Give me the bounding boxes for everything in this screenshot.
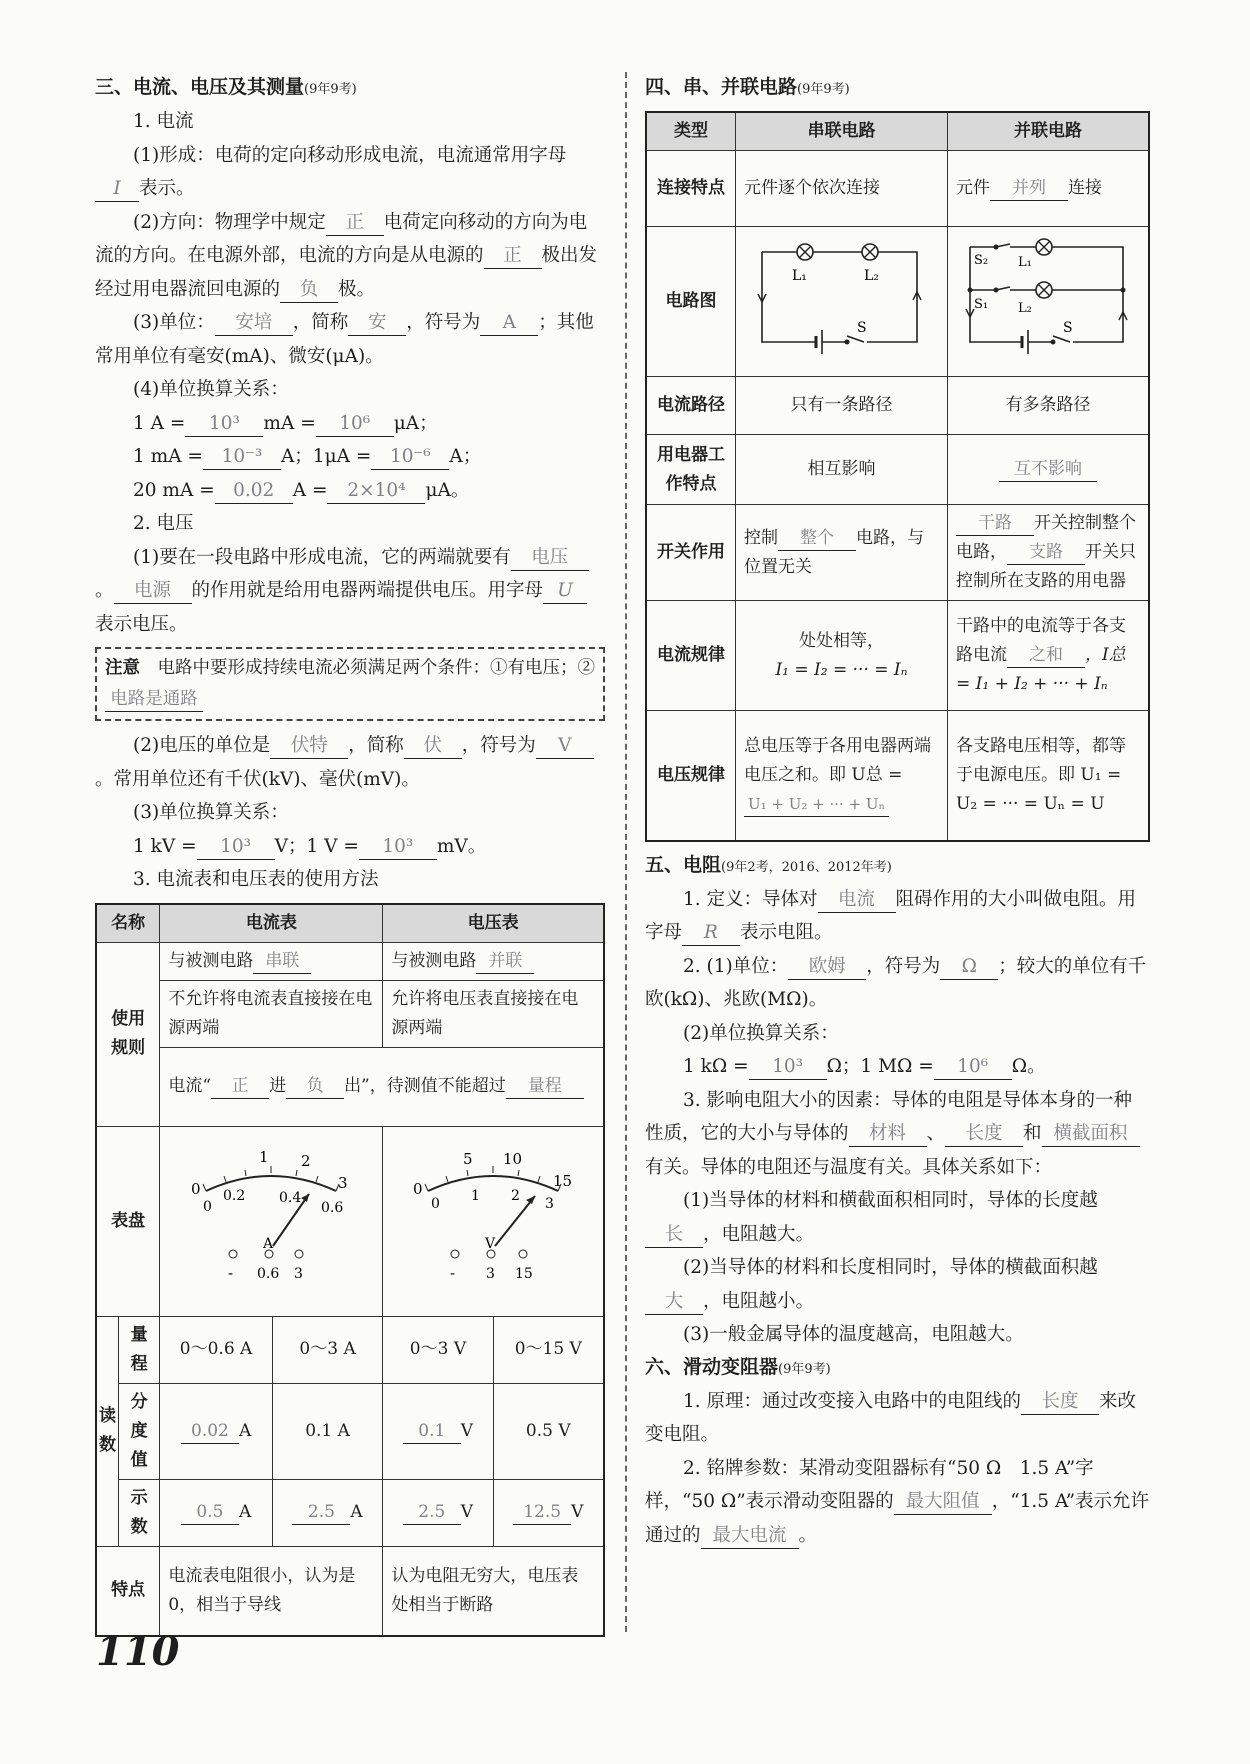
- cell: 允许将电压表直接接在电源两端: [383, 980, 604, 1047]
- svg-text:0: 0: [203, 1199, 213, 1215]
- answer-blank: 干路: [956, 511, 1034, 536]
- svg-text:0.2: 0.2: [223, 1188, 246, 1204]
- answer-blank: 互不影响: [999, 457, 1097, 482]
- svg-text:L₂: L₂: [1018, 300, 1032, 316]
- circuit-table: [645, 111, 1150, 842]
- row-header-current-law: 电流规律: [646, 601, 736, 711]
- svg-text:3: 3: [545, 1196, 555, 1212]
- cell: 有多条路径: [948, 377, 1150, 435]
- col-header-voltmeter: 电压表: [383, 904, 604, 943]
- answer-blank: 安: [348, 311, 406, 336]
- answer-blank: 电压: [511, 546, 589, 571]
- svg-text:2: 2: [511, 1188, 521, 1204]
- answer-blank: 量程: [506, 1074, 584, 1099]
- cell: 电流表电阻很小，认为是0，相当于导线: [160, 1546, 383, 1636]
- svg-text:0.4: 0.4: [279, 1190, 302, 1206]
- ammeter-dial: [160, 1126, 383, 1316]
- svg-text:3: 3: [294, 1266, 304, 1282]
- current-direction: (2)方向：物理学中规定 正 电荷定向移动的方向为电流的方向。在电源外部，电流的方向是从电源的 正 极出发经过用电器流回电源的 负 极。: [95, 206, 605, 307]
- conversion-line: 1 kΩ = 10³ Ω；1 MΩ = 10⁶ Ω。: [645, 1050, 1150, 1084]
- current-heading: 1. 电流: [133, 111, 194, 132]
- answer-blank: 电路是通路: [105, 687, 203, 712]
- svg-text:15: 15: [515, 1266, 533, 1282]
- right-column: [645, 72, 1150, 1552]
- cell: 与被测电路 并联: [383, 942, 604, 980]
- answer-blank: 0.1: [403, 1419, 461, 1444]
- answer-blank: 2.5: [403, 1500, 461, 1525]
- rheostat-nameplate: 2. 铭牌参数：某滑动变阻器标有“50 Ω 1.5 A”字样，“50 Ω”表示滑动变阻器的 最大阻值 ，“1.5 A”表示允许通过的 最大电流 。: [645, 1452, 1150, 1553]
- answer-blank: 安培: [215, 311, 293, 336]
- answer-blank: I: [95, 177, 139, 202]
- row-header-voltage-law: 电压规律: [646, 711, 736, 841]
- answer-blank: 0.02: [181, 1419, 239, 1444]
- answer-blank: 10⁻⁶: [371, 445, 449, 470]
- cell: 0.1 V: [383, 1383, 493, 1479]
- svg-text:0.6: 0.6: [257, 1266, 280, 1282]
- cell: 元件逐个依次连接: [736, 151, 948, 227]
- cell: 总电压等于各用电器两端电压之和。即 U总 =U₁ + U₂ + ··· + Uₙ: [736, 711, 948, 841]
- resistance-temperature: (3)一般金属导体的温度越高，电阻越大。: [683, 1324, 1024, 1345]
- svg-text:-: -: [450, 1264, 456, 1282]
- voltmeter-dial-drawing: [403, 1146, 583, 1286]
- answer-blank: 负: [280, 278, 338, 303]
- svg-text:L₁: L₁: [791, 267, 807, 284]
- answer-blank: 最大电流: [701, 1524, 799, 1549]
- svg-text:V: V: [485, 1236, 496, 1252]
- answer-blank: 正: [211, 1074, 269, 1099]
- resistance-unit: 2. (1)单位： 欧姆 ，符号为 Ω ；较大的单位有千欧(kΩ)、兆欧(MΩ)。: [645, 955, 1147, 1010]
- row-header-division: 分度值: [119, 1383, 160, 1479]
- row-header-switch: 开关作用: [646, 505, 736, 601]
- cell: 0～3 A: [272, 1316, 383, 1383]
- answer-blank: 10⁶: [316, 412, 394, 437]
- row-header-work: 用电器工作特点: [646, 435, 736, 505]
- series-circuit-drawing: [752, 232, 932, 362]
- answer-blank: 正: [326, 211, 384, 236]
- svg-text:5: 5: [463, 1150, 473, 1168]
- answer-blank: 整个: [778, 526, 856, 551]
- row-header-features: 特点: [96, 1546, 160, 1636]
- row-header-reading-value: 示数: [119, 1479, 160, 1546]
- parallel-circuit: [948, 227, 1150, 377]
- answer-blank: 12.5: [513, 1500, 571, 1525]
- row-header-rules: 使用规则: [96, 942, 160, 1126]
- cell: 12.5 V: [493, 1479, 604, 1546]
- answer-blank: 长度: [945, 1122, 1023, 1147]
- svg-text:A: A: [263, 1236, 274, 1252]
- conversion-line: 1 A = 10³ mA = 10⁶ μA；: [95, 407, 605, 441]
- resistance-area: (2)当导体的材料和长度相同时，导体的横截面积越大 ，电阻越小。: [645, 1251, 1150, 1318]
- answer-blank: U: [543, 579, 587, 604]
- svg-text:L₂: L₂: [863, 267, 879, 284]
- meter-usage-heading: 3. 电流表和电压表的使用方法: [133, 869, 379, 890]
- voltage-definition: (1)要在一段电路中形成电流，它的两端就要有 电压。 电源 的作用就是给用电器两端提供电压。用字母 U表示电压。: [95, 541, 605, 642]
- answer-blank: 并列: [990, 176, 1068, 201]
- left-column: [95, 72, 605, 1637]
- current-formation: (1)形成：电荷的定向移动形成电流，电流通常用字母I 表示。: [95, 139, 605, 206]
- cell: 0.1 A: [272, 1383, 383, 1479]
- current-conversion-heading: (4)单位换算关系：: [133, 379, 289, 400]
- cell: 0～3 V: [383, 1316, 493, 1383]
- cell: 处处相等， I₁ = I₂ = ··· = Iₙ: [736, 601, 948, 711]
- answer-blank: 串联: [253, 949, 311, 974]
- cell: 相互影响: [736, 435, 948, 505]
- conversion-line: 20 mA = 0.02 A = 2×10⁴ μA。: [95, 474, 605, 508]
- col-header-name: 名称: [96, 904, 160, 943]
- answer-blank: 电流: [818, 888, 896, 913]
- svg-text:15: 15: [553, 1172, 573, 1190]
- svg-text:S: S: [1063, 319, 1073, 336]
- row-header-diagram: 电路图: [646, 227, 736, 377]
- svg-text:3: 3: [486, 1266, 496, 1282]
- cell: 干路中的电流等于各支路电流 之和 ，I总 = I₁ + I₂ + ··· + Iₙ: [948, 601, 1150, 711]
- answer-blank: 10³: [359, 835, 437, 860]
- parallel-circuit-drawing: [958, 232, 1138, 362]
- answer-blank: 0.5: [181, 1500, 239, 1525]
- col-header-ammeter: 电流表: [160, 904, 383, 943]
- voltmeter-dial: [383, 1126, 604, 1316]
- col-header-series: 串联电路: [736, 112, 948, 151]
- cell: 不允许将电流表直接接在电源两端: [160, 980, 383, 1047]
- meter-table: [95, 903, 605, 1637]
- svg-text:S: S: [856, 319, 867, 336]
- section-6-title: 六、滑动变阻器(9年9考): [645, 1355, 831, 1378]
- cell: 认为电阻无穷大，电压表处相当于断路: [383, 1546, 604, 1636]
- answer-blank: 长度: [1021, 1390, 1099, 1415]
- answer-blank: 横截面积: [1042, 1122, 1140, 1147]
- column-divider: [625, 72, 627, 1632]
- cell: 各支路电压相等，都等于电源电压。即 U₁ = U₂ = ··· = Uₙ = U: [948, 711, 1150, 841]
- row-header-dial: 表盘: [96, 1126, 160, 1316]
- answer-blank: 最大阻值: [894, 1490, 992, 1515]
- cell: 控制 整个 电路，与位置无关: [736, 505, 948, 601]
- svg-text:L₁: L₁: [1018, 254, 1032, 270]
- answer-blank: 伏特: [270, 734, 348, 759]
- resistance-factors: 3. 影响电阻大小的因素：导体的电阻是导体本身的一种性质，它的大小与导体的 材料 、 长度 和 横截面积有关。导体的电阻还与温度有关。具体关系如下：: [645, 1084, 1150, 1185]
- cell: 与被测电路 串联: [160, 942, 383, 980]
- answer-blank: 负: [286, 1074, 344, 1099]
- answer-blank: 电源: [114, 579, 192, 604]
- col-header-parallel: 并联电路: [948, 112, 1150, 151]
- answer-blank: A: [480, 311, 538, 336]
- svg-text:0: 0: [191, 1180, 201, 1198]
- cell: 只有一条路径: [736, 377, 948, 435]
- answer-blank: 并联: [476, 949, 534, 974]
- series-circuit: [736, 227, 948, 377]
- svg-text:1: 1: [259, 1148, 269, 1166]
- answer-blank: 10³: [749, 1055, 827, 1080]
- cell: 0～15 V: [493, 1316, 604, 1383]
- section-4-title: 四、串、并联电路(9年9考): [645, 76, 850, 98]
- svg-text:10: 10: [503, 1150, 523, 1168]
- section-3-title: 三、电流、电压及其测量(9年9考): [95, 76, 357, 98]
- voltage-conversion-heading: (3)单位换算关系：: [133, 802, 289, 823]
- answer-blank: V: [536, 734, 594, 759]
- cell: 0.5 A: [160, 1479, 272, 1546]
- answer-blank: U₁ + U₂ + ··· + Uₙ: [744, 792, 889, 817]
- answer-blank: 10⁻³: [203, 445, 281, 470]
- cell: 0.02 A: [160, 1383, 272, 1479]
- answer-blank: 长: [645, 1223, 703, 1248]
- resistance-conversion-heading: (2)单位换算关系：: [683, 1022, 839, 1044]
- svg-text:1: 1: [471, 1188, 481, 1204]
- svg-text:S₂: S₂: [974, 252, 989, 268]
- cell: [948, 435, 1150, 505]
- svg-text:0.6: 0.6: [321, 1200, 344, 1216]
- answer-blank: Ω: [940, 955, 998, 980]
- cell: 电流“ 正 进 负 出”，待测值不能超过 量程: [160, 1047, 604, 1126]
- voltage-heading: 2. 电压: [133, 513, 194, 534]
- answer-blank: 材料: [849, 1122, 927, 1147]
- svg-text:-: -: [228, 1264, 234, 1282]
- answer-blank: 正: [484, 244, 542, 269]
- answer-blank: 0.02: [215, 479, 293, 504]
- section-5-title: 五、电阻(9年2考，2016、2012年考): [645, 853, 892, 876]
- svg-text:S₁: S₁: [974, 296, 989, 312]
- answer-blank: 10⁶: [934, 1055, 1012, 1080]
- svg-text:2: 2: [301, 1152, 311, 1170]
- answer-blank: 欧姆: [788, 955, 866, 980]
- resistance-definition: 1. 定义：导体对 电流 阻碍作用的大小叫做电阻。用字母 R 表示电阻。: [645, 883, 1150, 950]
- conversion-line: 1 kV = 10³ V；1 V = 10³ mV。: [95, 830, 605, 864]
- cell: 0～0.6 A: [160, 1316, 272, 1383]
- page-number: 110: [96, 1628, 180, 1675]
- answer-blank: 伏: [404, 734, 462, 759]
- answer-blank: 10³: [185, 412, 263, 437]
- resistance-length: (1)当导体的材料和横截面积相同时，导体的长度越长 ，电阻越大。: [645, 1184, 1150, 1251]
- conversion-line: 1 mA = 10⁻³ A；1μA = 10⁻⁶ A；: [95, 440, 605, 474]
- note-box: 注意 电路中要形成持续电流必须满足两个条件：①有电压；②电路是通路: [95, 647, 605, 721]
- answer-blank: 2×10⁴: [327, 479, 425, 504]
- col-header-type: 类型: [646, 112, 736, 151]
- answer-blank: 2.5: [292, 1500, 350, 1525]
- cell: 2.5 V: [383, 1479, 493, 1546]
- cell: 元件 并列 连接: [948, 151, 1150, 227]
- cell: 2.5 A: [272, 1479, 383, 1546]
- current-unit: (3)单位： 安培 ，简称 安 ，符号为 A ；其他常用单位有毫安(mA)、微安(μA)。: [95, 312, 594, 367]
- row-header-reading: 读数: [96, 1316, 119, 1546]
- answer-blank: 支路: [1007, 540, 1085, 565]
- cell: 0.5 V: [493, 1383, 604, 1479]
- answer-blank: 之和: [1007, 643, 1085, 668]
- cell: 干路 开关控制整个电路， 支路 开关只控制所在支路的用电器: [948, 505, 1150, 601]
- svg-text:0: 0: [413, 1180, 423, 1198]
- row-header-connection: 连接特点: [646, 151, 736, 227]
- answer-blank: 大: [645, 1290, 703, 1315]
- row-header-path: 电流路径: [646, 377, 736, 435]
- ammeter-dial-drawing: [181, 1146, 361, 1286]
- answer-blank: R: [682, 921, 740, 946]
- answer-blank: 10³: [197, 835, 275, 860]
- svg-text:0: 0: [431, 1196, 441, 1212]
- row-header-range: 量程: [119, 1316, 160, 1383]
- voltage-unit: (2)电压的单位是 伏特 ，简称 伏 ，符号为 V。常用单位还有千伏(kV)、毫伏(mV)。: [95, 729, 605, 796]
- svg-text:3: 3: [338, 1174, 348, 1192]
- rheostat-principle: 1. 原理：通过改变接入电路中的电阻线的 长度 来改变电阻。: [645, 1390, 1137, 1445]
